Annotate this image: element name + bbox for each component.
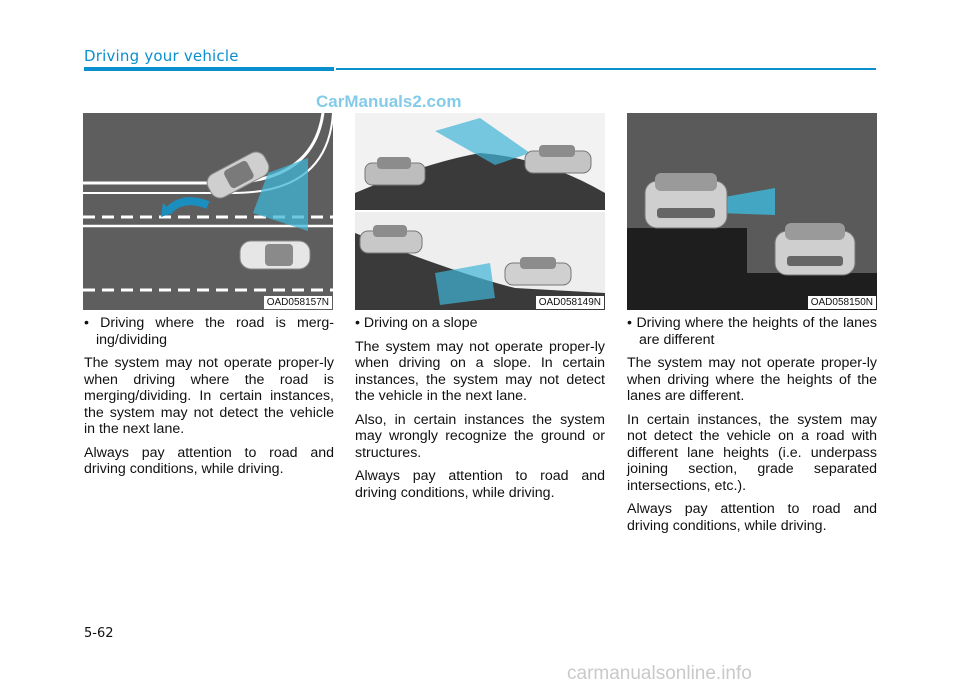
bullet-heading: • Driving where the road is merg-ing/dividing [84,315,334,348]
figure-merging-road [83,113,333,310]
watermark-bottom: carmanualsonline.info [567,663,752,684]
paragraph: The system may not operate proper-ly when driving where the heights of the lanes are different. [627,355,877,404]
paragraph: Always pay attention to road and driving conditions, while driving. [84,444,334,477]
figure-lane-heights [627,113,877,310]
paragraph: The system may not operate proper-ly when driving on a slope. In certain instances, the system may not detect the vehicle in the next lane. [355,338,605,404]
lane-heights-illustration [627,113,877,310]
watermark-top: CarManuals2.com [316,92,462,111]
column-lane-heights [627,315,877,541]
slope-illustration [355,113,605,310]
page-number: 5-62 [84,626,114,641]
paragraph: Always pay attention to road and driving conditions, while driving. [627,501,877,534]
bullet-heading: • Driving where the heights of the lanes are different [627,315,877,348]
figure-code: OAD058150N [808,296,876,309]
figure-slope [355,113,605,310]
figure-code: OAD058149N [536,296,604,309]
column-slope [355,315,605,508]
bullet-heading: • Driving on a slope [355,315,478,331]
column-merging [84,315,334,485]
merging-road-illustration [83,113,333,310]
header-rule-thin [336,68,876,70]
paragraph: Always pay attention to road and driving conditions, while driving. [355,468,605,501]
figure-code: OAD058157N [264,296,332,309]
paragraph: The system may not operate proper-ly when driving where the road is merging/dividing. In certain instances, the system may not detect the vehicle in the next lane. [84,355,334,437]
header-rule-thick [84,67,334,71]
paragraph: Also, in certain instances the system may wrongly recognize the ground or structures. [355,411,605,461]
car-upper-lane [645,173,727,228]
car-lower-lane [775,223,855,275]
section-title: Driving your vehicle [84,47,239,65]
paragraph: In certain instances, the system may not detect the vehicle on a road with different lane heights (i.e. underpass joining section, grade separated intersections, etc.). [627,411,877,494]
